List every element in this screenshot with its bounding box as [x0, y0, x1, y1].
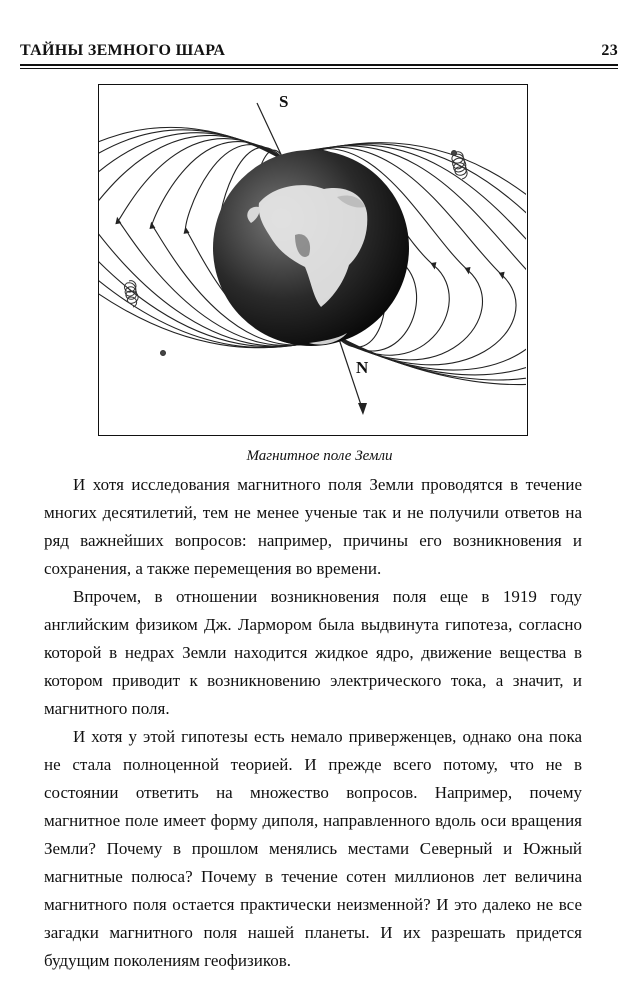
figure-caption: Магнитное поле Земли [246, 448, 393, 464]
header-rule [20, 64, 618, 66]
north-axis-arrow [358, 403, 367, 415]
particle-spiral-left [125, 281, 166, 356]
paragraph-1: И хотя исследования магнитного поля Земли проводятся в течение многих десятилетий, тем не менее ученые так и не получили ответов на ряд важнейших вопросов: например, причины его возникновения и сохранения, а также перемещения во времени. [44, 475, 582, 578]
magnetic-field-illustration [99, 85, 526, 434]
body-text [44, 471, 582, 975]
earth-globe [213, 150, 409, 346]
page-number: 23 [601, 42, 618, 59]
paragraph-2: Впрочем, в отношении возникновения поля еще в 1919 году английским физиком Дж. Лармором была выдвинута гипотеза, согласно которой в недрах Земли находится жидкое ядро, движение вещества в котором приводит к возникновению электрического тока, а значит, и магнитного поля. [44, 587, 582, 718]
field-arrow [431, 262, 438, 270]
running-title: ТАЙНЫ ЗЕМНОГО ШАРА [20, 42, 226, 59]
north-pole-label: N [356, 358, 369, 377]
header-rule-thin [20, 68, 618, 69]
field-arrow [148, 221, 155, 229]
running-header [20, 42, 618, 60]
paragraph-3: И хотя у этой гипотезы есть немало приверженцев, однако она пока не стала полноценной теорией. И прежде всего потому, что не в состоянии ответить на множество вопросов. Например, почему магнитное поле имеет форму диполя, направленного вдоль оси вращения Земли? Почему в прошлом менялись местами Северный и Южный магнитные полюса? Почему в течение сотен миллионов лет величина магнитного поля остается практически неизменной? И это далеко не все загадки магнитного поля нашей планеты. И их разрешать придется будущим поколениям геофизиков. [44, 727, 582, 970]
magnetic-field-figure [98, 84, 528, 436]
south-pole-label: S [279, 92, 289, 111]
field-arrow [465, 267, 472, 275]
